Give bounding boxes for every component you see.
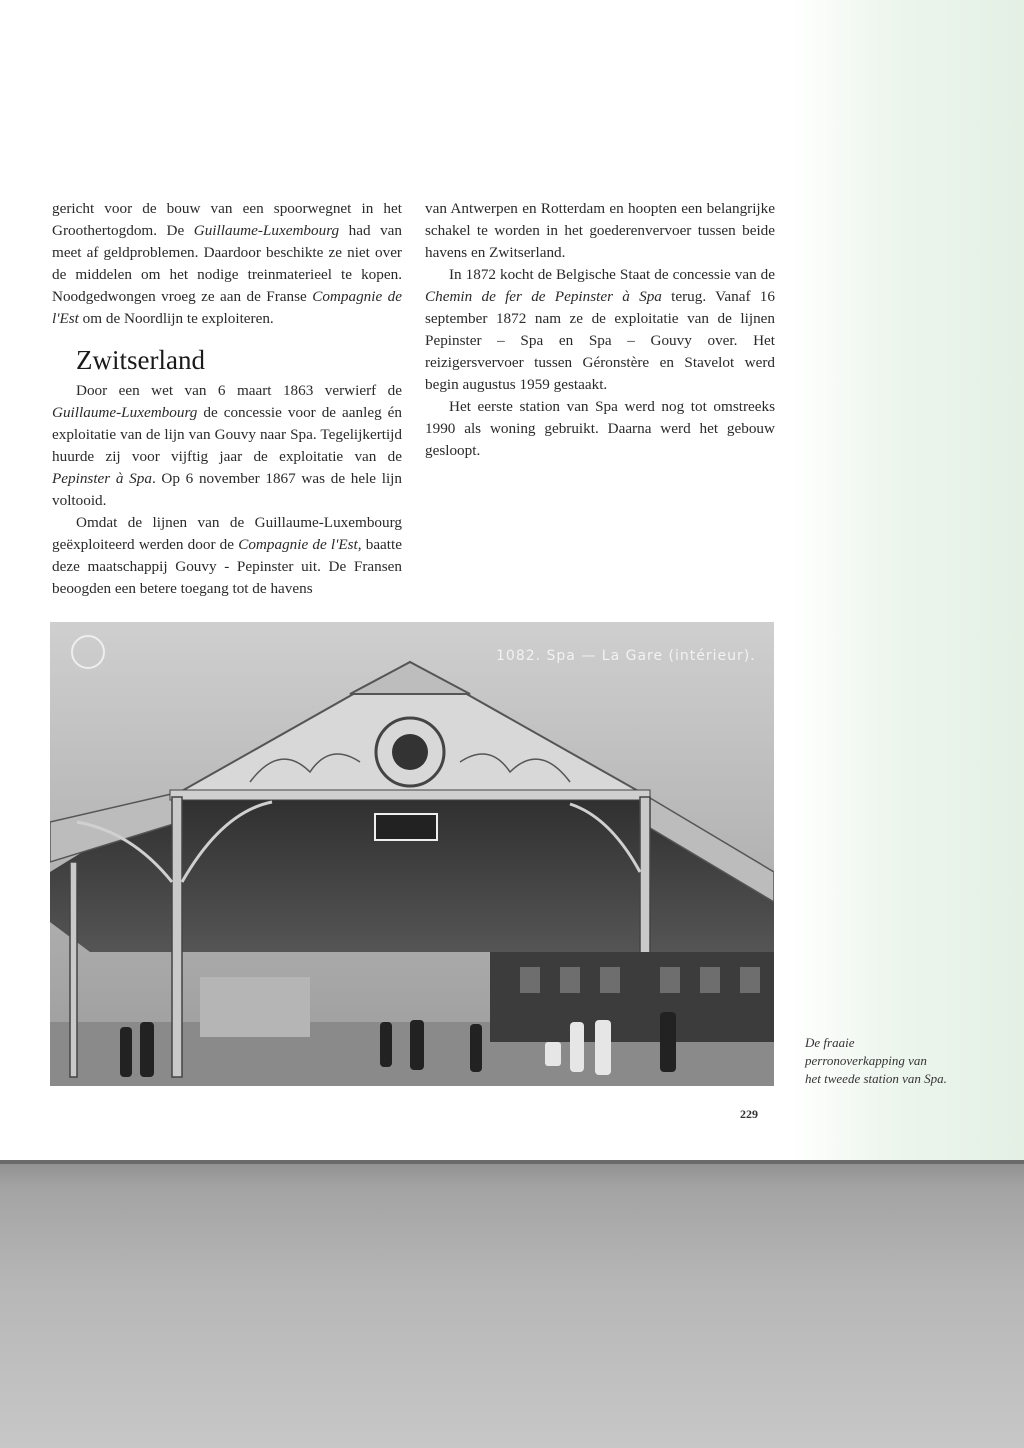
caption-line: De fraaie <box>805 1035 855 1050</box>
photo-caption <box>805 1034 995 1088</box>
paragraph <box>425 264 775 396</box>
text-run: , baatte deze maatschappij Gouvy - Pepinster uit. De Fransen beoogden een betere toegang tot de havens <box>52 536 402 597</box>
caption-line: perronoverkapping van <box>805 1053 927 1068</box>
left-text-column <box>52 198 402 600</box>
station-photo <box>50 622 774 1086</box>
postcard-label: 1082. Spa — La Gare (intérieur). <box>496 648 756 664</box>
paragraph <box>52 512 402 600</box>
italic-term: Pepinster à Spa <box>52 470 152 487</box>
text-run: de concessie voor de aanleg én exploitatie van de lijn van Gouvy naar Spa. Tegelijkertijd huurde zij voor vijftig jaar de exploitatie van de <box>52 404 402 465</box>
caption-line: het tweede station van Spa. <box>805 1071 947 1086</box>
page-edge <box>0 1160 1024 1164</box>
text-run: In 1872 kocht de Belgische Staat de concessie van de <box>449 266 775 283</box>
text-run: Door een wet van 6 maart 1863 verwierf de <box>76 382 402 399</box>
italic-term: Guillaume-Luxembourg <box>193 222 340 239</box>
paragraph <box>425 198 775 264</box>
section-heading: Zwitserland <box>76 345 205 375</box>
text-run: terug. Vanaf 16 september 1872 nam ze de exploitatie van de lijnen Pepinster – Spa en Spa – Gouvy over. Het reizigersvervoer tussen Géronstère en Stavelot werd begin augustus 1959 gestaakt. <box>425 288 775 393</box>
text-run: gericht voor de bouw van een spoorwegnet in het Groothertogdom. De <box>52 200 402 239</box>
paragraph <box>425 396 775 462</box>
text-run: had van meet af geldproblemen. Daardoor beschikte ze niet over de middelen om het nodige treinmaterieel te kopen. Noodgedwongen vroeg ze aan de Franse <box>52 222 402 305</box>
italic-term: Guillaume-Luxembourg <box>52 404 198 421</box>
text-run: van Antwerpen en Rotterdam en hoopten een belangrijke schakel te worden in het goederenvervoer tussen beide havens en Zwitserland. <box>425 200 775 261</box>
text-run: Het eerste station van Spa werd nog tot omstreeks 1990 als woning gebruikt. Daarna werd het gebouw gesloopt. <box>425 398 775 459</box>
italic-term: Compagnie de l'Est <box>52 288 402 327</box>
page-number: 229 <box>740 1107 758 1121</box>
scanner-background <box>0 1160 1024 1448</box>
italic-term: Compagnie de l'Est <box>238 536 358 553</box>
text-run: om de Noordlijn te exploiteren. <box>78 310 274 327</box>
paragraph <box>52 380 402 512</box>
italic-term: Chemin de fer de Pepinster à Spa <box>425 288 662 305</box>
text-run: . Op 6 november 1867 was de hele lijn voltooid. <box>52 470 402 509</box>
right-text-column <box>425 198 775 462</box>
text-run: Omdat de lijnen van de Guillaume-Luxembourg geëxploiteerd werden door de <box>52 514 402 553</box>
paragraph <box>52 198 402 330</box>
page-margin-tint <box>792 0 1024 1168</box>
photo-illustration <box>50 622 774 1086</box>
